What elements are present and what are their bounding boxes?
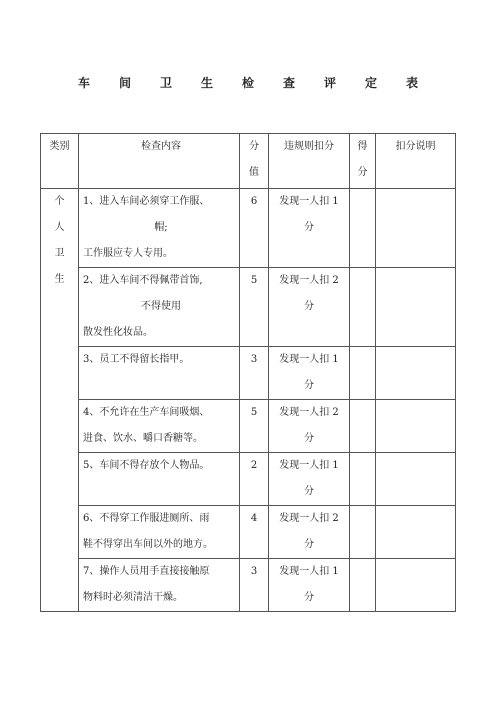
rule-cell [269, 559, 350, 612]
rule-line: 分 [304, 486, 314, 497]
content-line: 物料时必须清洁干燥。 [83, 592, 183, 603]
rule-line: 发现一人扣 1 [279, 354, 339, 365]
content-cell [79, 189, 240, 268]
score-cell: 3 [240, 559, 269, 612]
content-line: 工作服应专人专用。 [83, 248, 173, 259]
header-score [240, 134, 269, 189]
score-cell: 2 [240, 453, 269, 506]
rule-cell [269, 506, 350, 559]
rule-line: 分 [304, 539, 314, 550]
got-cell[interactable] [350, 506, 376, 559]
header-score-line1: 分 [249, 141, 259, 152]
table-row [41, 268, 456, 347]
score-cell: 5 [240, 268, 269, 347]
table-row [41, 400, 456, 453]
rule-line: 发现一人扣 2 [279, 407, 339, 418]
rule-line: 分 [304, 433, 314, 444]
content-cell [79, 453, 240, 506]
content-line: 帽; [154, 222, 168, 233]
got-cell[interactable] [350, 268, 376, 347]
table-row [41, 347, 456, 400]
header-rule: 违规则扣分 [269, 134, 350, 189]
content-cell [79, 400, 240, 453]
rule-line: 分 [304, 222, 314, 233]
got-cell[interactable] [350, 189, 376, 268]
score-cell: 5 [240, 400, 269, 453]
got-cell[interactable] [350, 347, 376, 400]
content-line: 7、操作人员用手直接接触原 [83, 566, 210, 577]
content-line: 4、不允许在生产车间吸烟、 [83, 407, 210, 418]
content-cell [79, 506, 240, 559]
content-line: 2、进入车间不得佩带首饰, [83, 275, 203, 286]
category-cell [41, 189, 79, 612]
note-cell[interactable] [376, 400, 456, 453]
got-cell[interactable] [350, 400, 376, 453]
content-line: 进食、饮水、嚼口香糖等。 [83, 433, 203, 444]
content-cell [79, 347, 240, 400]
rule-line: 发现一人扣 1 [279, 196, 339, 207]
table-row [41, 189, 456, 268]
header-got-line2: 分 [357, 167, 368, 178]
rule-line: 分 [304, 592, 314, 603]
got-cell[interactable] [350, 453, 376, 506]
content-cell [79, 268, 240, 347]
rule-line: 发现一人扣 1 [279, 460, 339, 471]
header-score-line2: 值 [249, 167, 259, 178]
content-line: 1、进入车间必须穿工作服、 [83, 196, 210, 207]
rule-line: 发现一人扣 2 [279, 275, 339, 286]
content-line: 5、车间不得存放个人物品。 [83, 460, 210, 471]
header-got-line1: 得 [357, 141, 368, 152]
content-line: 6、不得穿工作服进厕所、雨 [83, 513, 210, 524]
category-char: 卫 [54, 248, 65, 259]
rule-line: 发现一人扣 1 [279, 566, 339, 577]
rule-line: 分 [304, 380, 314, 391]
got-cell[interactable] [350, 559, 376, 612]
header-category: 类别 [41, 134, 79, 189]
category-char: 个 [54, 196, 65, 207]
page-title: 车间卫生检查评定表 [77, 76, 447, 90]
note-cell[interactable] [376, 268, 456, 347]
note-cell[interactable] [376, 559, 456, 612]
inspection-table [40, 133, 456, 612]
table-header-row [41, 134, 456, 189]
header-note: 扣分说明 [376, 134, 456, 189]
content-line: 散发性化妆品。 [83, 327, 153, 338]
score-cell: 3 [240, 347, 269, 400]
content-line: 鞋不得穿出车间以外的地方。 [83, 539, 213, 550]
category-char: 人 [54, 222, 65, 233]
rule-cell [269, 268, 350, 347]
rule-cell [269, 453, 350, 506]
note-cell[interactable] [376, 453, 456, 506]
rule-cell [269, 189, 350, 268]
category-char: 生 [54, 274, 65, 285]
rule-line: 分 [304, 301, 314, 312]
header-got [350, 134, 376, 189]
note-cell[interactable] [376, 189, 456, 268]
content-line: 3、员工不得留长指甲。 [83, 354, 190, 365]
score-cell: 4 [240, 506, 269, 559]
rule-line: 发现一人扣 2 [279, 513, 339, 524]
table-row [41, 506, 456, 559]
rule-cell [269, 400, 350, 453]
content-cell [79, 559, 240, 612]
header-content: 检查内容 [79, 134, 240, 189]
score-cell: 6 [240, 189, 269, 268]
content-line: 不得使用 [141, 301, 181, 312]
note-cell[interactable] [376, 347, 456, 400]
table-row [41, 453, 456, 506]
table-row [41, 559, 456, 612]
note-cell[interactable] [376, 506, 456, 559]
rule-cell [269, 347, 350, 400]
